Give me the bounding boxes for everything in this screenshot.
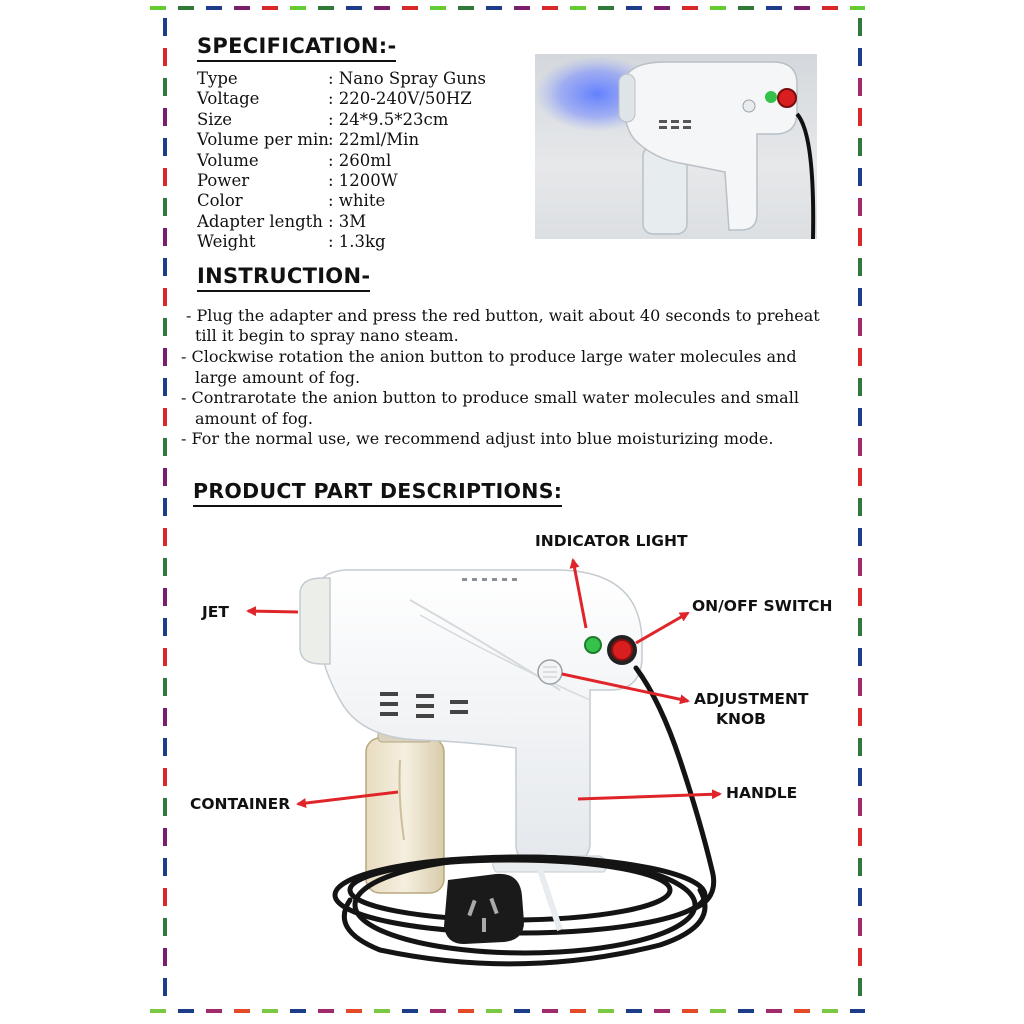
power-cable xyxy=(335,668,714,964)
spec-label: Power xyxy=(197,171,250,191)
spec-row xyxy=(197,130,486,150)
spec-row xyxy=(197,110,486,130)
dashed-border-right xyxy=(858,18,862,1008)
instruction-line: large amount of fog. xyxy=(195,368,361,387)
label-on-off-switch: ON/OFF SWITCH xyxy=(692,597,833,615)
label-jet: JET xyxy=(202,603,229,621)
arrow-adjustment-knob xyxy=(562,674,688,701)
instruction-line: - Contrarotate the anion button to produce small water molecules and small xyxy=(181,388,799,407)
spray-gun-photo-illustration xyxy=(535,54,817,239)
dashed-border-top xyxy=(150,6,865,10)
spec-row xyxy=(197,69,486,89)
spec-value: : 1.3kg xyxy=(328,232,386,252)
spec-label: Type xyxy=(197,69,238,88)
instruction-line: till it begin to spray nano steam. xyxy=(195,326,459,345)
spec-label: Volume per min xyxy=(197,130,329,150)
on-off-switch-icon xyxy=(612,640,632,660)
spec-label: Voltage xyxy=(197,89,260,109)
switch-icon xyxy=(778,89,796,107)
heading-underline xyxy=(193,505,562,507)
label-adjustment-knob-line1: ADJUSTMENT xyxy=(694,690,809,708)
label-container: CONTAINER xyxy=(190,795,291,813)
instruction-heading xyxy=(197,264,370,292)
specification-heading xyxy=(197,34,396,62)
parts-heading-text: PRODUCT PART DESCRIPTIONS: xyxy=(193,479,563,503)
spec-row xyxy=(197,232,486,252)
arrow-jet xyxy=(248,611,298,612)
indicator-light-icon xyxy=(765,91,777,103)
arrow-handle xyxy=(578,794,720,799)
spec-label: Size xyxy=(197,109,233,129)
dashed-border-bottom xyxy=(150,1009,865,1013)
annotation-arrows xyxy=(248,560,720,804)
spec-row xyxy=(197,151,486,171)
label-indicator-light: INDICATOR LIGHT xyxy=(535,532,688,550)
instruction-line: - Plug the adapter and press the red button, wait about 40 seconds to preheat xyxy=(186,306,820,325)
arrow-indicator-light xyxy=(573,560,586,628)
spec-table xyxy=(197,69,486,253)
switch-housing-icon xyxy=(607,635,637,665)
heading-underline xyxy=(197,60,396,62)
adjustment-knob-icon xyxy=(538,660,562,684)
spec-row xyxy=(197,191,486,211)
arrow-on-off-switch xyxy=(636,613,688,643)
instruction-line: - Clockwise rotation the anion button to produce large water molecules and xyxy=(181,347,797,366)
arrow-container xyxy=(298,792,398,804)
spec-value: : 22ml/Min xyxy=(328,130,420,150)
spec-row xyxy=(197,212,486,232)
spec-label: Volume xyxy=(197,150,259,170)
spec-value: : white xyxy=(328,191,386,211)
instruction-line: - For the normal use, we recommend adjust into blue moisturizing mode. xyxy=(181,429,774,448)
label-handle: HANDLE xyxy=(726,784,798,802)
product-photo xyxy=(535,54,817,239)
spec-value: : 3M xyxy=(328,211,367,231)
spec-value: : 1200W xyxy=(328,171,398,191)
instruction-line: amount of fog. xyxy=(195,409,313,428)
spec-value: : 260ml xyxy=(328,150,392,170)
spec-label: Weight xyxy=(197,232,256,252)
instruction-heading-text: INSTRUCTION- xyxy=(197,264,371,288)
cable-tie xyxy=(540,870,560,930)
spec-row xyxy=(197,89,486,109)
spec-value: : 220-240V/50HZ xyxy=(328,89,472,109)
spec-value: : Nano Spray Guns xyxy=(328,69,486,88)
parts-heading xyxy=(193,479,562,507)
power-plug xyxy=(444,874,524,944)
specification-heading-text: SPECIFICATION:- xyxy=(197,34,397,58)
spec-row xyxy=(197,171,486,191)
spec-label: Adapter length xyxy=(197,211,323,231)
spec-value: : 24*9.5*23cm xyxy=(328,109,449,129)
spray-gun-body xyxy=(300,570,642,872)
label-adjustment-knob-line2: KNOB xyxy=(716,710,766,728)
spec-label: Color xyxy=(197,191,243,211)
dashed-border-left xyxy=(163,18,167,1008)
container-bottle xyxy=(366,726,444,893)
heading-underline xyxy=(197,290,370,292)
indicator-light-icon xyxy=(585,637,601,653)
